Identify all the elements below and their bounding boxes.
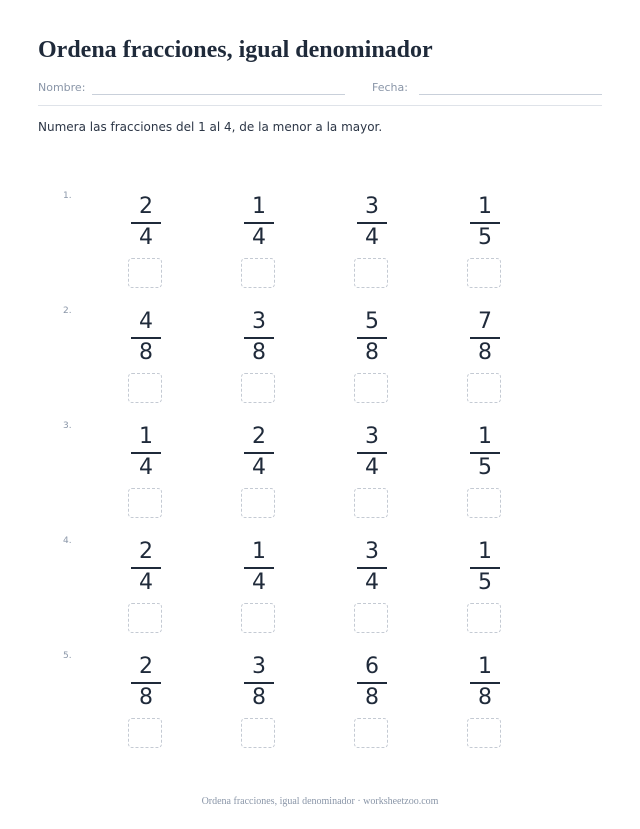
numerator: 1 xyxy=(478,194,492,219)
answer-box[interactable] xyxy=(128,258,162,288)
fraction-bar xyxy=(357,567,387,569)
fraction xyxy=(342,309,402,405)
numerator: 2 xyxy=(252,424,266,449)
fraction xyxy=(455,539,515,635)
fraction-bar xyxy=(244,337,274,339)
fraction xyxy=(229,654,289,750)
problem-number: 2. xyxy=(63,306,72,316)
numerator: 1 xyxy=(252,194,266,219)
fraction-bar xyxy=(357,682,387,684)
page-footer: Ordena fracciones, igual denominador · worksheetzoo.com xyxy=(201,796,439,807)
problem-number: 3. xyxy=(63,421,72,431)
fraction xyxy=(455,424,515,520)
numerator: 2 xyxy=(139,654,153,679)
name-label: Nombre: xyxy=(38,81,86,94)
fraction xyxy=(116,654,176,750)
answer-box[interactable] xyxy=(354,488,388,518)
answer-box[interactable] xyxy=(241,718,275,748)
numerator: 1 xyxy=(478,539,492,564)
denominator: 4 xyxy=(252,455,266,480)
numerator: 2 xyxy=(139,194,153,219)
fraction xyxy=(116,539,176,635)
fraction xyxy=(342,194,402,290)
denominator: 4 xyxy=(139,455,153,480)
problem-5 xyxy=(0,650,640,750)
denominator: 4 xyxy=(139,225,153,250)
answer-box[interactable] xyxy=(241,488,275,518)
denominator: 8 xyxy=(139,340,153,365)
answer-box[interactable] xyxy=(354,258,388,288)
fraction-bar xyxy=(244,222,274,224)
fraction-bar xyxy=(244,567,274,569)
answer-box[interactable] xyxy=(241,373,275,403)
denominator: 5 xyxy=(478,570,492,595)
answer-box[interactable] xyxy=(128,603,162,633)
numerator: 3 xyxy=(365,194,379,219)
fraction xyxy=(342,424,402,520)
denominator: 8 xyxy=(139,685,153,710)
fraction xyxy=(229,539,289,635)
fraction xyxy=(229,309,289,405)
fraction xyxy=(455,654,515,750)
answer-box[interactable] xyxy=(467,718,501,748)
fraction xyxy=(342,539,402,635)
answer-box[interactable] xyxy=(241,258,275,288)
denominator: 8 xyxy=(478,685,492,710)
page-title: Ordena fracciones, igual denominador xyxy=(38,37,433,63)
denominator: 4 xyxy=(252,225,266,250)
denominator: 4 xyxy=(252,570,266,595)
answer-box[interactable] xyxy=(354,373,388,403)
denominator: 8 xyxy=(478,340,492,365)
problem-number: 4. xyxy=(63,536,72,546)
denominator: 8 xyxy=(365,340,379,365)
fraction xyxy=(342,654,402,750)
numerator: 4 xyxy=(139,309,153,334)
fraction xyxy=(116,194,176,290)
answer-box[interactable] xyxy=(241,603,275,633)
numerator: 1 xyxy=(252,539,266,564)
numerator: 6 xyxy=(365,654,379,679)
denominator: 8 xyxy=(365,685,379,710)
problem-4 xyxy=(0,535,640,635)
problem-2 xyxy=(0,305,640,405)
fraction xyxy=(229,424,289,520)
answer-box[interactable] xyxy=(128,488,162,518)
fraction-bar xyxy=(244,452,274,454)
problem-3 xyxy=(0,420,640,520)
denominator: 4 xyxy=(365,570,379,595)
instructions: Numera las fracciones del 1 al 4, de la menor a la mayor. xyxy=(38,120,383,134)
fraction-bar xyxy=(131,452,161,454)
name-field[interactable] xyxy=(92,94,345,95)
answer-box[interactable] xyxy=(467,258,501,288)
fraction-bar xyxy=(470,452,500,454)
answer-box[interactable] xyxy=(467,603,501,633)
denominator: 8 xyxy=(252,685,266,710)
answer-box[interactable] xyxy=(354,603,388,633)
fraction xyxy=(229,194,289,290)
numerator: 3 xyxy=(252,309,266,334)
numerator: 3 xyxy=(365,424,379,449)
numerator: 7 xyxy=(478,309,492,334)
header-divider xyxy=(38,105,602,106)
answer-box[interactable] xyxy=(467,488,501,518)
fraction-bar xyxy=(470,682,500,684)
fraction-bar xyxy=(470,567,500,569)
date-label: Fecha: xyxy=(372,81,408,94)
fraction-bar xyxy=(131,222,161,224)
numerator: 1 xyxy=(478,424,492,449)
fraction xyxy=(455,309,515,405)
numerator: 3 xyxy=(252,654,266,679)
fraction-bar xyxy=(131,337,161,339)
fraction xyxy=(455,194,515,290)
numerator: 1 xyxy=(139,424,153,449)
numerator: 3 xyxy=(365,539,379,564)
denominator: 5 xyxy=(478,225,492,250)
answer-box[interactable] xyxy=(128,373,162,403)
numerator: 2 xyxy=(139,539,153,564)
fraction xyxy=(116,309,176,405)
fraction-bar xyxy=(131,682,161,684)
denominator: 8 xyxy=(252,340,266,365)
denominator: 4 xyxy=(139,570,153,595)
fraction-bar xyxy=(357,337,387,339)
numerator: 1 xyxy=(478,654,492,679)
fraction-bar xyxy=(470,337,500,339)
problem-1 xyxy=(0,190,640,290)
date-field[interactable] xyxy=(419,94,602,95)
fraction-bar xyxy=(244,682,274,684)
numerator: 5 xyxy=(365,309,379,334)
fraction xyxy=(116,424,176,520)
problem-number: 5. xyxy=(63,651,72,661)
fraction-bar xyxy=(357,222,387,224)
answer-box[interactable] xyxy=(467,373,501,403)
denominator: 5 xyxy=(478,455,492,480)
answer-box[interactable] xyxy=(354,718,388,748)
fraction-bar xyxy=(357,452,387,454)
problem-number: 1. xyxy=(63,191,72,201)
answer-box[interactable] xyxy=(128,718,162,748)
denominator: 4 xyxy=(365,225,379,250)
fraction-bar xyxy=(131,567,161,569)
fraction-bar xyxy=(470,222,500,224)
denominator: 4 xyxy=(365,455,379,480)
